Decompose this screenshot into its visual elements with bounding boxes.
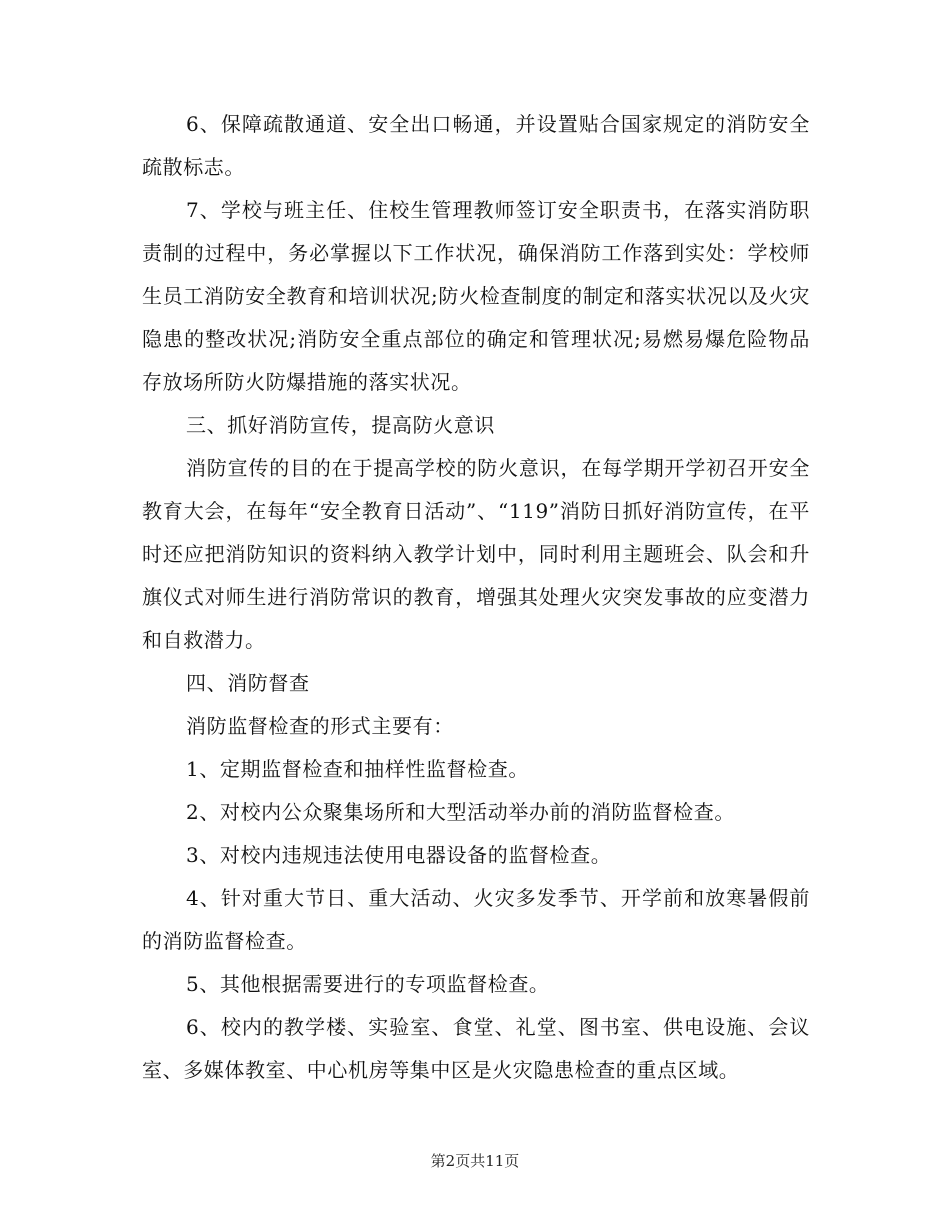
list-item-3: 3、对校内违规违法使用电器设备的监督检查。 [186, 843, 612, 867]
list-item-6: 6、校内的教学楼、实验室、食堂、礼堂、图书室、供电设施、会议室、多媒体教室、中心机房等集中区是火灾隐患检查的重点区域。 [142, 1015, 810, 1082]
list-item-4: 4、针对重大节日、重大活动、火灾多发季节、开学前和放寒暑假前的消防监督检查。 [142, 886, 810, 953]
section-heading-inspection: 四、消防督查 [186, 671, 310, 695]
list-item-2: 2、对校内公众聚集场所和大型活动举办前的消防监督检查。 [186, 800, 735, 824]
paragraph-publicity: 消防宣传的目的在于提高学校的防火意识，在每学期开学初召开安全教育大会，在每年“安全教育日活动”、“119”消防日抓好消防宣传，在平时还应把消防知识的资料纳入教学计划中，同时利用主题班会、队会和升旗仪式对师生进行消防常识的教育，增强其处理火灾突发事故的应变潜力和自救潜力。 [142, 456, 810, 652]
list-item-5: 5、其他根据需要进行的专项监督检查。 [186, 972, 550, 996]
paragraph-item-6-evacuation: 6、保障疏散通道、安全出口畅通，并设置贴合国家规定的消防安全疏散标志。 [142, 112, 810, 179]
section-heading-publicity: 三、抓好消防宣传，提高防火意识 [186, 413, 495, 437]
page-number-footer: 第2页共11页 [430, 1152, 520, 1170]
paragraph-inspection-forms: 消防监督检查的形式主要有： [186, 714, 454, 738]
paragraph-item-7-responsibility: 7、学校与班主任、住校生管理教师签订安全职责书，在落实消防职责制的过程中，务必掌握以下工作状况，确保消防工作落到实处：学校师生员工消防安全教育和培训状况;防火检查制度的制定和落实状况以及火灾隐患的整改状况;消防安全重点部位的确定和管理状况;易燃易爆危险物品存放场所防火防爆措施的落实状况。 [142, 198, 810, 394]
list-item-1: 1、定期监督检查和抽样性监督检查。 [186, 757, 529, 781]
